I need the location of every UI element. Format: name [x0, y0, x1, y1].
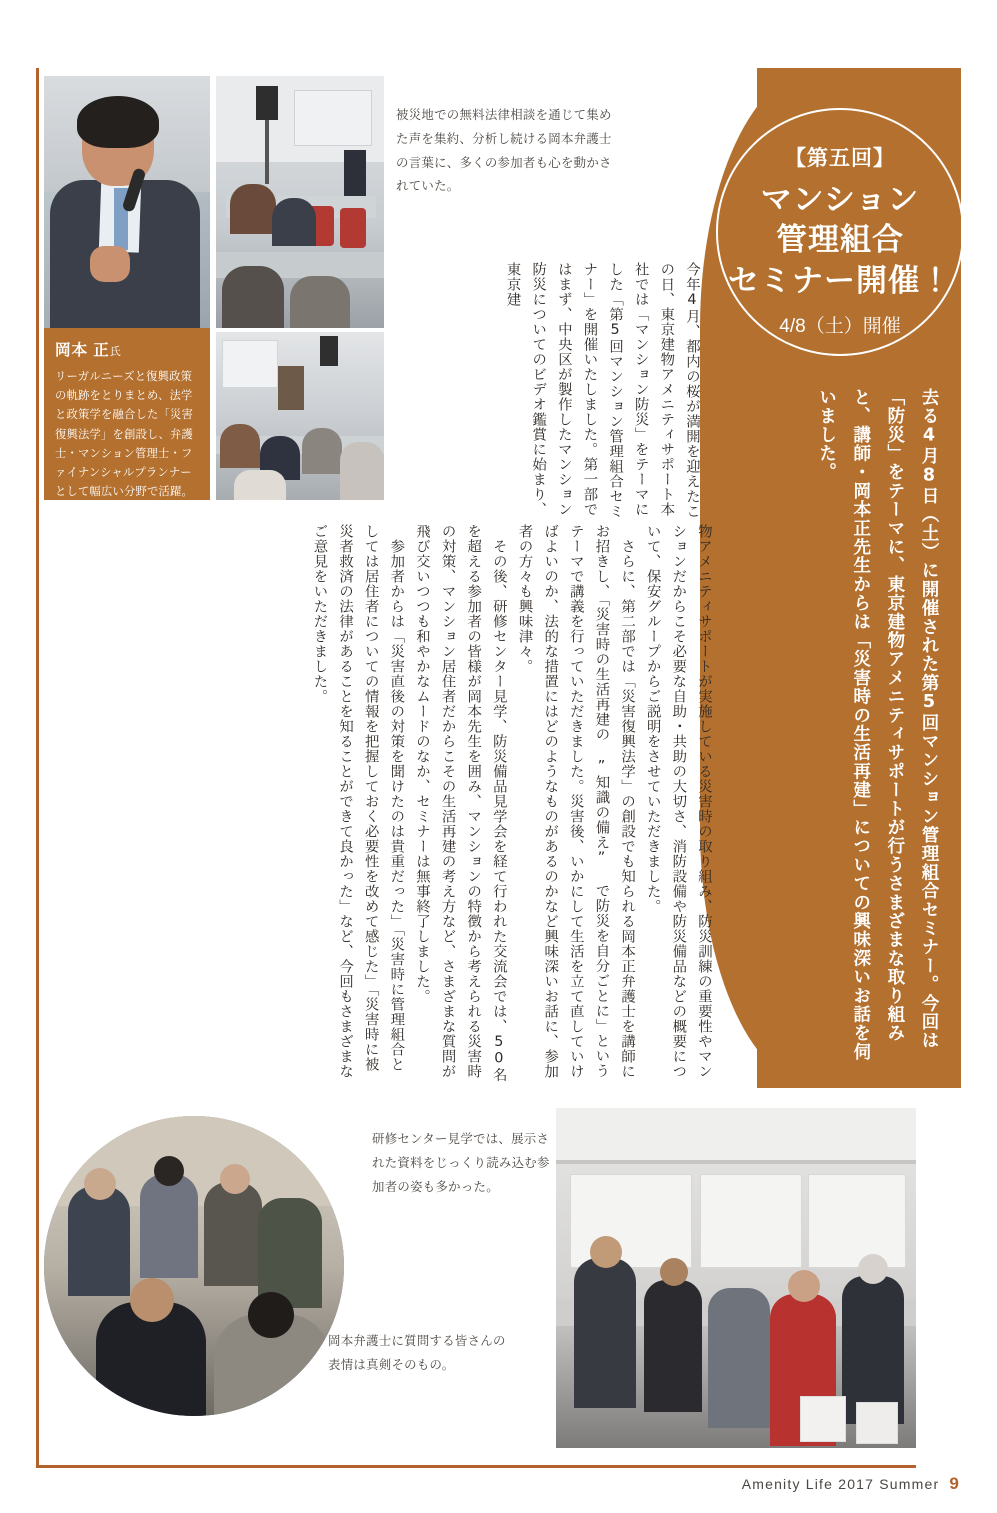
caption-top-photo: 被災地での無料法律相談を通じて集めた声を集約、分析し続ける岡本弁護士の言葉に、多くの参加者も心を動かされていた。: [396, 108, 612, 194]
lede-paragraph: 去る4月8日（土）に開催された第5回マンション管理組合セミナー。今回は「防災」をテーマに、東京建物アメニティサポートが行うさまざまな取り組みと、講師・岡本正先生からは「災害時の生活再建」についての興味深いお話を伺いました。: [816, 388, 939, 1062]
page-number: 9: [949, 1474, 960, 1493]
photo-seminar-audience: [216, 332, 384, 500]
seminar-date-label: 4/8（土）開催: [779, 315, 901, 337]
photo-seminar-room: [216, 76, 384, 328]
footer-magazine-title: Amenity Life 2017 Summer: [741, 1476, 940, 1492]
frame-line-bottom: [36, 1465, 916, 1468]
speaker-name-text: 岡本 正: [55, 342, 110, 359]
body-text-lower: 物アメニティサポートが実施している災害時の取り組み、防災訓練の重要性やマンションだからこそ必要な自助・共助の大切さ、消防設備や防災備品などの概要について、保安グループからご説明をさせていただきました。 さらに、第二部では「災害復興法学」の創設でも知られる岡本正弁護士を講師にお招きし、「災害時の生活再建の ”知識の備え” で防災を自分ごとに」というテーマで講義を行っていただきました。災害後、いかにして生活を立て直していけばよいのか、法的な措置にはどのようなものがあるのかなど興味深いお話に、参加者の方々も興味津々。 その後、研修センター見学、防災備品見学会を経て行われた交流会では、50名を超える参加者の皆様が岡本先生を囲み、マンションの特徴から考えられる災害時の対策、マンション居住者だからこその生活再建の考え方など、さまざまな質問が飛び交いつつも和やかなムードのなか、セミナーは無事終了しました。 参加者からは「災害直後の対策を聞けたのは貴重だった」「災害時に管理組合としては居住者についての情報を把握しておく必要性を改めて感じた」「災害時に被災者救済の法律があることを知ることができて良かった」など、今回もさまざまなご意見をいただきました。: [311, 524, 712, 1083]
seminar-edition-label: 【第五回】: [785, 147, 895, 170]
speaker-name-suffix: 氏: [109, 346, 122, 358]
frame-line-left: [36, 68, 39, 1468]
speaker-profile-box: [44, 328, 210, 500]
caption-center-photo: 研修センター見学では、展示された資料をじっくり読み込む参加者の姿も多かった。: [372, 1132, 550, 1194]
page-footer: [640, 1474, 960, 1494]
speaker-name: [55, 338, 199, 360]
body-text-upper: 今年4月、都内の桜が満開を迎えたこの日、東京建物アメニティサポート本社では「マンション防災」をテーマにした「第5回マンション管理組合セミナー」を開催いたしました。第一部ではまず、中央区が製作したマンション防災についてのビデオ鑑賞に始まり、東京建: [504, 262, 700, 519]
photo-speaker-portrait: [44, 76, 210, 328]
speaker-bio: リーガルニーズと復興政策の軌跡をとりまとめ、法学と政策学を融合した「災害復興法学」を創設し、弁護士・マンション管理士・ファイナンシャルプランナーとして幅広い分野で活躍。: [55, 371, 193, 499]
caption-question-photo: 岡本弁護士に質問する皆さんの表情は真剣そのもの。: [328, 1334, 506, 1372]
photo-question-session: [44, 1116, 344, 1416]
seminar-title-label: マンション 管理組合 セミナー開催！: [728, 182, 952, 298]
photo-training-center-tour: [556, 1108, 916, 1448]
seminar-title-badge: [716, 108, 964, 356]
